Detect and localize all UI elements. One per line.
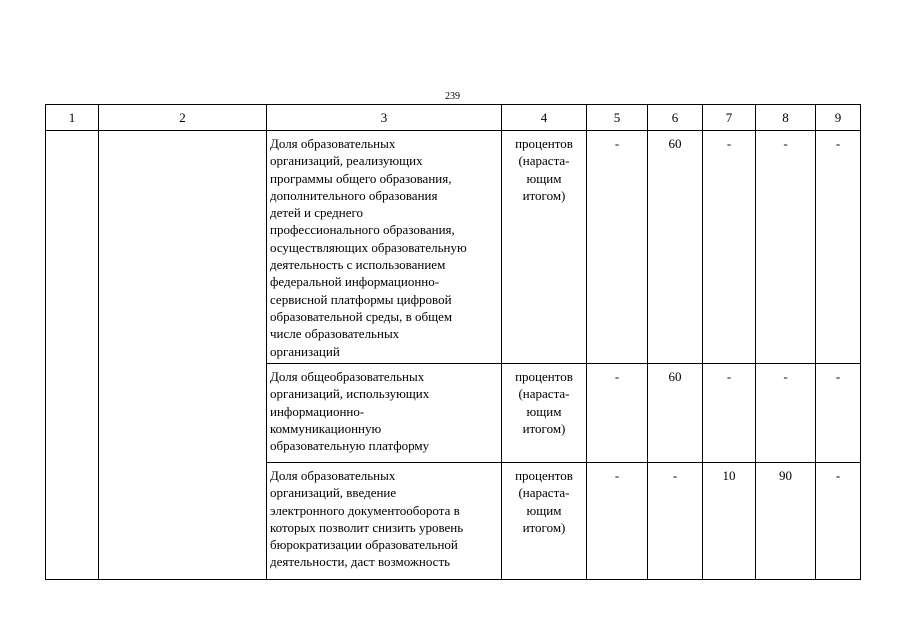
value-cell-col-8: - xyxy=(756,131,816,364)
value-cell-col-7: - xyxy=(703,364,756,463)
page-number: 239 xyxy=(445,91,460,102)
unit-line: итогом) xyxy=(522,187,566,203)
unit-cell xyxy=(502,131,587,364)
indicator-line: деятельность с использованием xyxy=(270,257,446,273)
table-row xyxy=(46,131,861,364)
value-cell-col-6: - xyxy=(648,463,703,580)
indicators-table xyxy=(45,104,861,580)
unit-line: итогом) xyxy=(522,420,566,436)
indicator-line: Доля образовательных xyxy=(270,468,396,483)
indicator-line: дополнительного образования xyxy=(270,187,438,203)
header-cell-col-4: 4 xyxy=(502,105,587,131)
indicator-line: сервисной платформы цифровой xyxy=(270,291,452,307)
value-cell-col-9: - xyxy=(816,131,861,364)
unit-line: (нараста- xyxy=(518,386,570,402)
value-cell-col-9: - xyxy=(816,364,861,463)
indicator-line: организаций, реализующих xyxy=(270,153,423,169)
value-cell-col-5: - xyxy=(587,131,648,364)
indicator-line: электронного документооборота в xyxy=(270,502,460,518)
value-cell-col-8: 90 xyxy=(756,463,816,580)
indicator-line: Доля общеобразовательных xyxy=(270,369,425,384)
indicator-line: Доля образовательных xyxy=(270,136,396,151)
indicator-line: профессионального образования, xyxy=(270,222,455,238)
value-cell-col-6: 60 xyxy=(648,364,703,463)
indicator-cell xyxy=(267,131,502,364)
unit-line: (нараста- xyxy=(518,485,570,501)
header-cell-col-7: 7 xyxy=(703,105,756,131)
unit-cell xyxy=(502,364,587,463)
value-cell-col-7: 10 xyxy=(703,463,756,580)
value-cell-col-8: - xyxy=(756,364,816,463)
header-cell-col-5: 5 xyxy=(587,105,648,131)
header-cell-col-8: 8 xyxy=(756,105,816,131)
value-cell-col-5: - xyxy=(587,463,648,580)
unit-line: процентов xyxy=(515,369,573,384)
header-cell-col-3: 3 xyxy=(267,105,502,131)
indicator-line: организаций, введение xyxy=(270,485,397,501)
unit-cell xyxy=(502,463,587,580)
indicator-line: федеральной информационно- xyxy=(270,274,440,290)
value-cell-col-5: - xyxy=(587,364,648,463)
indicator-line: образовательной среды, в общем xyxy=(270,308,453,324)
value-cell-col-9: - xyxy=(816,463,861,580)
header-cell-col-2: 2 xyxy=(99,105,267,131)
indicator-line: бюрократизации образовательной xyxy=(270,537,458,553)
header-cell-col-9: 9 xyxy=(816,105,861,131)
unit-line: ющим xyxy=(526,502,562,518)
unit-line: процентов xyxy=(515,468,573,483)
indicator-cell xyxy=(267,364,502,463)
unit-line: (нараста- xyxy=(518,153,570,169)
indicator-line: детей и среднего xyxy=(270,205,363,221)
unit-line: процентов xyxy=(515,136,573,151)
empty-cell-col-2 xyxy=(99,131,267,580)
unit-line: итогом) xyxy=(522,519,566,535)
indicator-line: программы общего образования, xyxy=(270,170,452,186)
indicator-line: образовательную платформу xyxy=(270,438,430,454)
unit-line: ющим xyxy=(526,170,562,186)
value-cell-col-6: 60 xyxy=(648,131,703,364)
indicator-line: которых позволит снизить уровень xyxy=(270,519,464,535)
header-cell-col-6: 6 xyxy=(648,105,703,131)
indicator-line: организаций xyxy=(270,343,340,359)
indicator-cell xyxy=(267,463,502,580)
empty-cell-col-1 xyxy=(46,131,99,580)
indicator-line: деятельности, даст возможность xyxy=(270,554,451,570)
unit-line: ющим xyxy=(526,403,562,419)
indicator-line: коммуникационную xyxy=(270,420,382,436)
indicator-line: информационно- xyxy=(270,403,365,419)
indicator-line: числе образовательных xyxy=(270,326,400,342)
value-cell-col-7: - xyxy=(703,131,756,364)
indicator-line: осуществляющих образовательную xyxy=(270,239,467,255)
table-header-row xyxy=(46,105,861,131)
indicator-line: организаций, использующих xyxy=(270,386,430,402)
header-cell-col-1: 1 xyxy=(46,105,99,131)
